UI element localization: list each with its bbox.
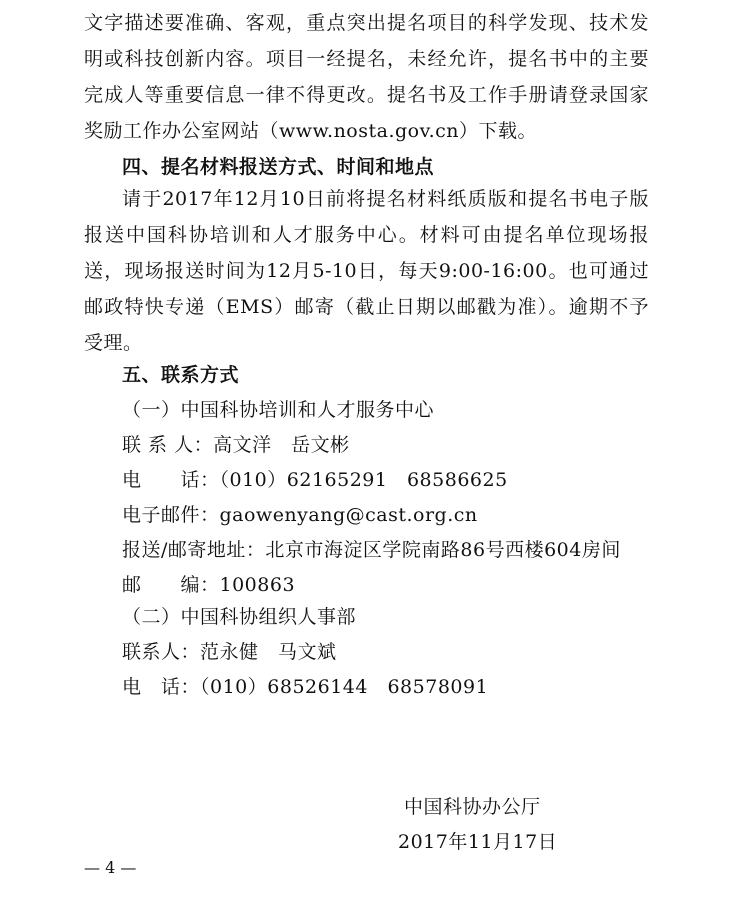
contact-email: 电子邮件：gaowenyang@cast.org.cn: [122, 504, 478, 526]
paragraph-line: 送，现场报送时间为12月5-10日，每天9:00-16:00。也可通过: [84, 260, 649, 282]
contact-phone: 电 话：（010）62165291 68586625: [122, 469, 508, 491]
contact-person: 联 系 人：高文洋 岳文彬: [122, 434, 350, 456]
section-heading: 四、提名材料报送方式、时间和地点: [122, 156, 435, 178]
section-heading: 五、联系方式: [122, 364, 240, 386]
paragraph-line: 奖励工作办公室网站（www.nosta.gov.cn）下载。: [84, 120, 538, 142]
org-title: （二）中国科协组织人事部: [122, 606, 357, 628]
paragraph-line: 请于2017年12月10日前将提名材料纸质版和提名书电子版: [122, 188, 649, 210]
contact-postcode: 邮 编：100863: [122, 574, 296, 596]
issue-date: 2017年11月17日: [398, 831, 558, 853]
issuer-name: 中国科协办公厅: [404, 796, 541, 818]
paragraph-line: 受理。: [84, 332, 143, 354]
contact-phone: 电 话：（010）68526144 68578091: [122, 676, 489, 698]
page-number: — 4 —: [84, 858, 137, 877]
contact-person: 联系人：范永健 马文斌: [122, 641, 337, 663]
paragraph-line: 报送中国科协培训和人才服务中心。材料可由提名单位现场报: [84, 224, 649, 246]
paragraph-line: 文字描述要准确、客观，重点突出提名项目的科学发现、技术发: [84, 12, 649, 34]
org-title: （一）中国科协培训和人才服务中心: [122, 399, 435, 421]
contact-address: 报送/邮寄地址：北京市海淀区学院南路86号西楼604房间: [122, 539, 621, 561]
paragraph-line: 邮政特快专递（EMS）邮寄（截止日期以邮戳为准）。逾期不予: [84, 296, 649, 318]
paragraph-line: 完成人等重要信息一律不得更改。提名书及工作手册请登录国家: [84, 84, 649, 106]
paragraph-line: 明或科技创新内容。项目一经提名，未经允许，提名书中的主要: [84, 48, 649, 70]
